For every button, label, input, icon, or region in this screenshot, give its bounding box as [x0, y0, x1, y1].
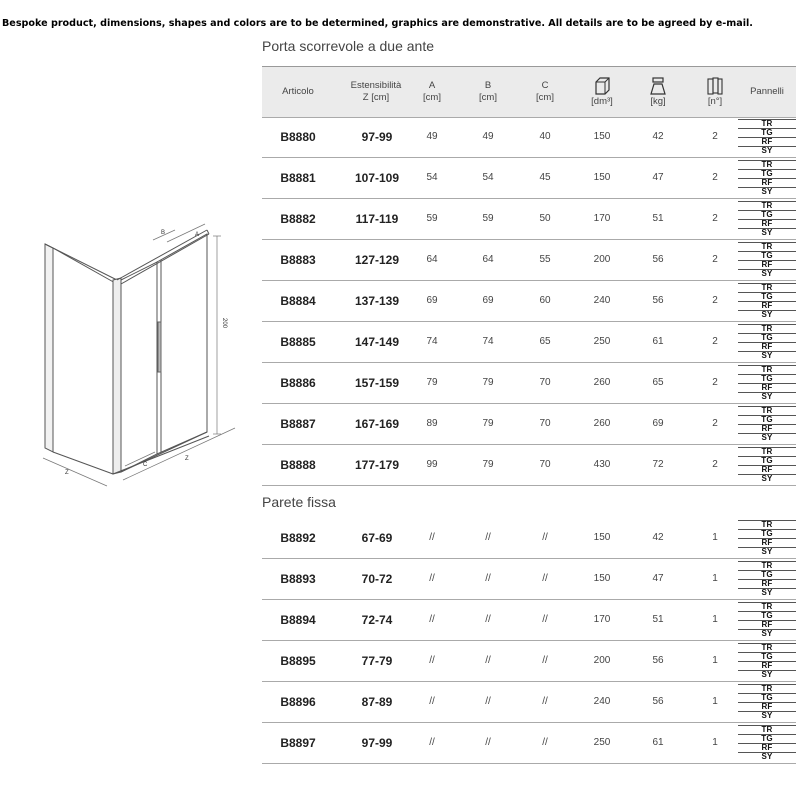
- pannelli-option: RF: [738, 743, 796, 752]
- pannelli-option: TG: [738, 333, 796, 342]
- cell-a: 74: [426, 336, 438, 347]
- cell-volume: 200: [593, 254, 611, 265]
- cell-weight: 61: [652, 336, 664, 347]
- cell-volume: 260: [593, 377, 611, 388]
- pannelli-options: [738, 283, 796, 319]
- cell-weight: 56: [652, 696, 664, 707]
- pannelli-option: SY: [738, 269, 796, 278]
- pannelli-option: TG: [738, 292, 796, 301]
- cell-a: 54: [426, 172, 438, 183]
- pannelli-option: SY: [738, 474, 796, 483]
- cell-estensibilita: 87-89: [361, 694, 393, 709]
- cell-weight: 65: [652, 377, 664, 388]
- weight-icon: [650, 77, 666, 96]
- cell-articolo: B8895: [280, 653, 316, 668]
- cell-articolo: B8881: [280, 170, 316, 185]
- cell-weight: 69: [652, 418, 664, 429]
- pannelli-option: TG: [738, 251, 796, 260]
- cell-c: //: [542, 655, 548, 666]
- cell-articolo: B8897: [280, 735, 316, 750]
- cell-estensibilita: 77-79: [361, 653, 393, 668]
- cell-count: 2: [712, 377, 718, 388]
- cell-count: 1: [712, 655, 718, 666]
- cell-count: 1: [712, 737, 718, 748]
- cell-b: //: [485, 696, 491, 707]
- cell-estensibilita: 147-149: [354, 334, 400, 349]
- dim-a-label: A: [195, 232, 200, 238]
- cell-a: //: [429, 614, 435, 625]
- cell-volume: 150: [593, 172, 611, 183]
- table-row: [262, 280, 796, 322]
- cell-articolo: B8893: [280, 571, 316, 586]
- pannelli-option: RF: [738, 424, 796, 433]
- pannelli-option: RF: [738, 538, 796, 547]
- pannelli-option: TG: [738, 169, 796, 178]
- cell-count: 2: [712, 131, 718, 142]
- pannelli-options: [738, 602, 796, 638]
- cell-b: 49: [482, 131, 494, 142]
- section-title-fixed: Parete fissa: [262, 494, 336, 510]
- pannelli-option: RF: [738, 702, 796, 711]
- col-c: C [cm]: [536, 80, 554, 103]
- cell-volume: 150: [593, 131, 611, 142]
- table-row: [262, 198, 796, 240]
- col-volume: [dm³]: [574, 67, 630, 117]
- cell-c: //: [542, 737, 548, 748]
- cell-estensibilita: 70-72: [361, 571, 393, 586]
- cell-articolo: B8888: [280, 457, 316, 472]
- pannelli-options: [738, 201, 796, 237]
- pannelli-option: TG: [738, 734, 796, 743]
- cell-weight: 56: [652, 295, 664, 306]
- pannelli-option: TG: [738, 128, 796, 137]
- cell-articolo: B8886: [280, 375, 316, 390]
- col-weight: [kg]: [630, 67, 686, 117]
- pannelli-option: SY: [738, 146, 796, 155]
- cell-c: 65: [539, 336, 551, 347]
- cell-b: //: [485, 532, 491, 543]
- shower-enclosure-diagram: [35, 222, 255, 492]
- cell-count: 1: [712, 532, 718, 543]
- cell-c: //: [542, 696, 548, 707]
- pannelli-options: [738, 684, 796, 720]
- table-row: [262, 444, 796, 486]
- dim-z-label-left: Z: [65, 470, 69, 476]
- cell-estensibilita: 167-169: [354, 416, 400, 431]
- pannelli-option: TR: [738, 447, 796, 456]
- cell-weight: 51: [652, 614, 664, 625]
- pannelli-option: TG: [738, 374, 796, 383]
- pannelli-option: SY: [738, 711, 796, 720]
- col-articolo: Articolo: [282, 86, 314, 97]
- cell-volume: 200: [593, 655, 611, 666]
- cell-estensibilita: 177-179: [354, 457, 400, 472]
- pannelli-option: SY: [738, 187, 796, 196]
- pannelli-option: TR: [738, 324, 796, 333]
- pannelli-options: [738, 242, 796, 278]
- pannelli-option: TR: [738, 602, 796, 611]
- cell-articolo: B8896: [280, 694, 316, 709]
- pannelli-options: [738, 725, 796, 761]
- pannelli-options: [738, 119, 796, 155]
- dim-b-label: B: [161, 230, 166, 236]
- pannelli-option: TR: [738, 283, 796, 292]
- cell-a: 59: [426, 213, 438, 224]
- cell-c: //: [542, 532, 548, 543]
- col-b: B [cm]: [479, 80, 497, 103]
- panels-icon: [706, 77, 724, 96]
- pannelli-option: SY: [738, 351, 796, 360]
- pannelli-option: SY: [738, 752, 796, 761]
- cell-articolo: B8885: [280, 334, 316, 349]
- dim-c-label: C: [143, 462, 148, 468]
- pannelli-option: TR: [738, 119, 796, 128]
- cell-estensibilita: 72-74: [361, 612, 393, 627]
- pannelli-option: TR: [738, 406, 796, 415]
- pannelli-option: TR: [738, 561, 796, 570]
- table-row: [262, 640, 796, 682]
- cell-c: 60: [539, 295, 551, 306]
- pannelli-option: TG: [738, 210, 796, 219]
- pannelli-option: RF: [738, 661, 796, 670]
- col-a: A [cm]: [423, 80, 441, 103]
- table-row: [262, 517, 796, 559]
- cell-a: 99: [426, 459, 438, 470]
- cell-b: 79: [482, 418, 494, 429]
- cell-a: //: [429, 573, 435, 584]
- table-row: [262, 116, 796, 158]
- cell-estensibilita: 107-109: [354, 170, 400, 185]
- cell-a: //: [429, 696, 435, 707]
- pannelli-option: SY: [738, 228, 796, 237]
- pannelli-option: RF: [738, 579, 796, 588]
- cell-b: 64: [482, 254, 494, 265]
- pannelli-option: TR: [738, 365, 796, 374]
- cell-count: 2: [712, 295, 718, 306]
- col-estensibilita: Estensibilità Z [cm]: [350, 80, 402, 103]
- cell-c: 70: [539, 418, 551, 429]
- pannelli-option: TR: [738, 242, 796, 251]
- cell-a: //: [429, 655, 435, 666]
- cell-count: 2: [712, 213, 718, 224]
- cell-b: //: [485, 573, 491, 584]
- table-row: [262, 558, 796, 600]
- pannelli-option: TG: [738, 570, 796, 579]
- pannelli-option: SY: [738, 547, 796, 556]
- cell-b: 74: [482, 336, 494, 347]
- cell-b: 79: [482, 377, 494, 388]
- cell-b: 79: [482, 459, 494, 470]
- pannelli-option: SY: [738, 670, 796, 679]
- cell-b: 59: [482, 213, 494, 224]
- pannelli-options: [738, 160, 796, 196]
- cell-a: 69: [426, 295, 438, 306]
- cell-volume: 150: [593, 573, 611, 584]
- cell-c: 70: [539, 377, 551, 388]
- table-row: [262, 403, 796, 445]
- cell-weight: 56: [652, 254, 664, 265]
- pannelli-option: TG: [738, 652, 796, 661]
- cell-articolo: B8880: [280, 129, 316, 144]
- cell-articolo: B8883: [280, 252, 316, 267]
- pannelli-option: TR: [738, 643, 796, 652]
- cell-count: 2: [712, 172, 718, 183]
- cell-c: //: [542, 614, 548, 625]
- pannelli-option: RF: [738, 178, 796, 187]
- cell-volume: 250: [593, 737, 611, 748]
- pannelli-options: [738, 643, 796, 679]
- pannelli-option: TR: [738, 160, 796, 169]
- pannelli-option: RF: [738, 620, 796, 629]
- shower-drawing: [35, 222, 255, 492]
- cell-a: 89: [426, 418, 438, 429]
- cell-articolo: B8882: [280, 211, 316, 226]
- table-row: [262, 157, 796, 199]
- cell-articolo: B8887: [280, 416, 316, 431]
- cell-count: 1: [712, 573, 718, 584]
- pannelli-option: RF: [738, 219, 796, 228]
- cell-estensibilita: 137-139: [354, 293, 400, 308]
- cell-c: 55: [539, 254, 551, 265]
- cell-count: 1: [712, 696, 718, 707]
- pannelli-option: TG: [738, 529, 796, 538]
- table-header: [262, 66, 796, 118]
- col-count: [n°]: [687, 67, 743, 117]
- cell-estensibilita: 157-159: [354, 375, 400, 390]
- cell-count: 2: [712, 254, 718, 265]
- pannelli-options: [738, 365, 796, 401]
- cell-b: //: [485, 655, 491, 666]
- cell-volume: 170: [593, 614, 611, 625]
- cell-b: //: [485, 737, 491, 748]
- cell-a: 79: [426, 377, 438, 388]
- pannelli-option: RF: [738, 260, 796, 269]
- cell-weight: 42: [652, 532, 664, 543]
- cell-count: 2: [712, 336, 718, 347]
- pannelli-option: TR: [738, 725, 796, 734]
- cell-estensibilita: 67-69: [361, 530, 393, 545]
- table-row: [262, 599, 796, 641]
- table-row: [262, 239, 796, 281]
- cell-b: //: [485, 614, 491, 625]
- cell-c: 40: [539, 131, 551, 142]
- cell-volume: 430: [593, 459, 611, 470]
- box-icon: [594, 77, 610, 96]
- table-row: [262, 321, 796, 363]
- cell-estensibilita: 127-129: [354, 252, 400, 267]
- pannelli-option: TR: [738, 520, 796, 529]
- cell-count: 2: [712, 459, 718, 470]
- cell-count: 2: [712, 418, 718, 429]
- pannelli-option: TG: [738, 611, 796, 620]
- pannelli-options: [738, 447, 796, 483]
- cell-weight: 42: [652, 131, 664, 142]
- cell-count: 1: [712, 614, 718, 625]
- cell-a: 49: [426, 131, 438, 142]
- cell-volume: 250: [593, 336, 611, 347]
- table-row: [262, 681, 796, 723]
- cell-a: 64: [426, 254, 438, 265]
- cell-a: //: [429, 532, 435, 543]
- pannelli-option: SY: [738, 629, 796, 638]
- cell-c: 70: [539, 459, 551, 470]
- pannelli-option: RF: [738, 301, 796, 310]
- pannelli-options: [738, 324, 796, 360]
- cell-c: 50: [539, 213, 551, 224]
- disclaimer-text: Bespoke product, dimensions, shapes and colors are to be determined, graphics are demonstrative. All details are to be agreed by e-mail.: [2, 18, 753, 29]
- cell-weight: 47: [652, 172, 664, 183]
- pannelli-option: TG: [738, 693, 796, 702]
- pannelli-option: TG: [738, 415, 796, 424]
- dim-z-label-right: Z: [185, 456, 189, 462]
- pannelli-option: RF: [738, 342, 796, 351]
- pannelli-option: TR: [738, 684, 796, 693]
- pannelli-options: [738, 520, 796, 556]
- pannelli-option: TG: [738, 456, 796, 465]
- cell-weight: 56: [652, 655, 664, 666]
- pannelli-option: SY: [738, 433, 796, 442]
- cell-a: //: [429, 737, 435, 748]
- cell-articolo: B8892: [280, 530, 316, 545]
- cell-c: 45: [539, 172, 551, 183]
- cell-b: 69: [482, 295, 494, 306]
- height-label: 200: [221, 318, 227, 329]
- cell-weight: 61: [652, 737, 664, 748]
- cell-weight: 47: [652, 573, 664, 584]
- pannelli-option: RF: [738, 465, 796, 474]
- cell-articolo: B8884: [280, 293, 316, 308]
- cell-articolo: B8894: [280, 612, 316, 627]
- cell-volume: 240: [593, 696, 611, 707]
- cell-volume: 150: [593, 532, 611, 543]
- cell-volume: 170: [593, 213, 611, 224]
- cell-weight: 51: [652, 213, 664, 224]
- table-row: [262, 362, 796, 404]
- pannelli-options: [738, 561, 796, 597]
- pannelli-option: RF: [738, 137, 796, 146]
- cell-volume: 260: [593, 418, 611, 429]
- pannelli-option: TR: [738, 201, 796, 210]
- pannelli-option: SY: [738, 392, 796, 401]
- cell-volume: 240: [593, 295, 611, 306]
- cell-estensibilita: 97-99: [361, 735, 393, 750]
- cell-b: 54: [482, 172, 494, 183]
- cell-c: //: [542, 573, 548, 584]
- pannelli-option: SY: [738, 588, 796, 597]
- cell-weight: 72: [652, 459, 664, 470]
- table-row: [262, 722, 796, 764]
- col-pannelli: Pannelli: [750, 86, 784, 97]
- cell-estensibilita: 97-99: [361, 129, 393, 144]
- pannelli-option: SY: [738, 310, 796, 319]
- cell-estensibilita: 117-119: [355, 211, 399, 226]
- section-title-sliding: Porta scorrevole a due ante: [262, 38, 434, 54]
- pannelli-options: [738, 406, 796, 442]
- pannelli-option: RF: [738, 383, 796, 392]
